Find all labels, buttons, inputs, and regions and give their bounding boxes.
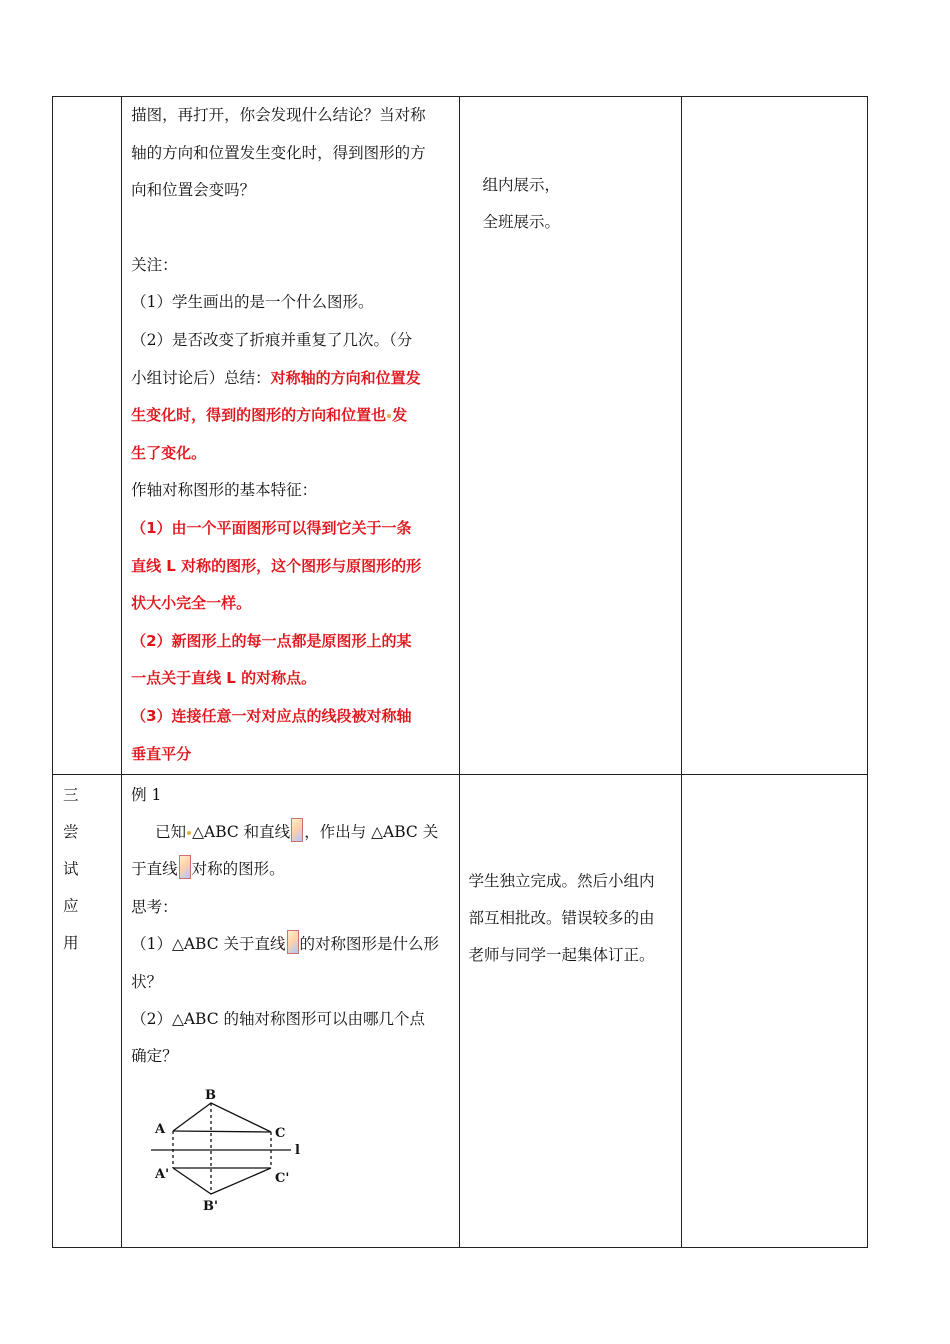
summary-line-2: 生变化时，得到的图形的方向和位置也 发: [131, 406, 408, 425]
stage-char: 尝: [63, 822, 79, 841]
feature-line: （1）由一个平面图形可以得到它关于一条: [131, 518, 412, 537]
remarks-cell-empty: [681, 97, 867, 775]
feature-line: 一点关于直线 L 的对称点。: [131, 669, 317, 688]
example-cell: [122, 774, 460, 1247]
feature-line: 状大小完全一样。: [131, 594, 252, 613]
triangle-abc-base: [173, 1131, 271, 1132]
note-line: 部互相批改。错误较多的由: [468, 908, 655, 927]
stage-char: 用: [63, 933, 79, 952]
line-symbol-icon: [179, 855, 191, 879]
summary-line-1: 小组讨论后）总结：对称轴的方向和位置发: [131, 368, 421, 387]
example-label: 例 1: [131, 785, 162, 804]
student-activity-cell: [460, 97, 681, 775]
think-item-2-cont: 确定？: [131, 1047, 178, 1066]
focus-item-2: （2）是否改变了折痕并重复了几次。（分: [131, 330, 413, 349]
line-symbol-icon: [291, 818, 303, 842]
label-c-prime: C': [275, 1170, 290, 1186]
text-line: 向和位置会变吗？: [131, 181, 256, 200]
lesson-table: [52, 96, 868, 1248]
note-line: 老师与同学一起集体订正。: [468, 945, 655, 964]
think-item-1-cont: 状？: [131, 972, 163, 991]
label-a: A: [155, 1121, 166, 1137]
label-b: B: [205, 1087, 217, 1103]
table-row: [53, 97, 868, 775]
mark-icon: [387, 414, 391, 418]
symmetry-figure: [141, 1086, 311, 1216]
stage-char: 应: [63, 896, 79, 915]
text-line: 轴的方向和位置发生变化时，得到图形的方: [131, 143, 426, 162]
stage-cell: [53, 774, 122, 1247]
stage-char: 三: [63, 785, 79, 804]
table-row: [53, 774, 868, 1247]
triangle-abc-edges: [173, 1103, 271, 1132]
feature-title: 作轴对称图形的基本特征：: [131, 481, 318, 500]
focus-item-1: （1）学生画出的是一个什么图形。: [131, 293, 374, 312]
think-item-1: （1）△ABC 关于直线 的对称图形是什么形: [131, 926, 453, 963]
example-line-1: 已知 △ABC 和直线 ，作出与 △ABC 关: [131, 814, 453, 851]
remarks-cell-empty: [681, 774, 867, 1247]
example-line-2: 于直线 对称的图形。: [131, 851, 453, 888]
label-l: l: [295, 1142, 301, 1158]
line-symbol-icon: [287, 930, 299, 954]
stage-char: 试: [63, 859, 79, 878]
note-line: 学生独立完成。然后小组内: [468, 871, 655, 890]
note-line: 全班展示。: [482, 213, 560, 231]
summary-line-3: 生了变化。: [131, 443, 207, 462]
feature-line: （2）新图形上的每一点都是原图形上的某: [131, 631, 412, 650]
label-b-prime: B': [203, 1198, 219, 1214]
think-item-2: （2）△ABC 的轴对称图形可以由哪几个点: [131, 1010, 426, 1029]
note-line: 组内展示，: [482, 176, 560, 194]
label-c: C: [275, 1125, 286, 1141]
feature-line: 垂直平分: [131, 744, 192, 763]
feature-line: （3）连接任意一对对应点的线段被对称轴: [131, 706, 412, 725]
student-activity-cell: [460, 774, 681, 1247]
text-line: 描图，再打开，你会发现什么结论？当对称: [131, 106, 426, 124]
label-a-prime: A': [155, 1166, 170, 1182]
triangle-reflected-edges: [173, 1168, 271, 1194]
feature-line: 直线 L 对称的图形，这个图形与原图形的形: [131, 556, 422, 575]
mark-icon: [187, 831, 191, 835]
stage-cell-empty: [53, 97, 122, 775]
activity-cell: [122, 97, 460, 775]
think-label: 思考：: [131, 897, 178, 916]
focus-label: 关注：: [131, 255, 178, 274]
